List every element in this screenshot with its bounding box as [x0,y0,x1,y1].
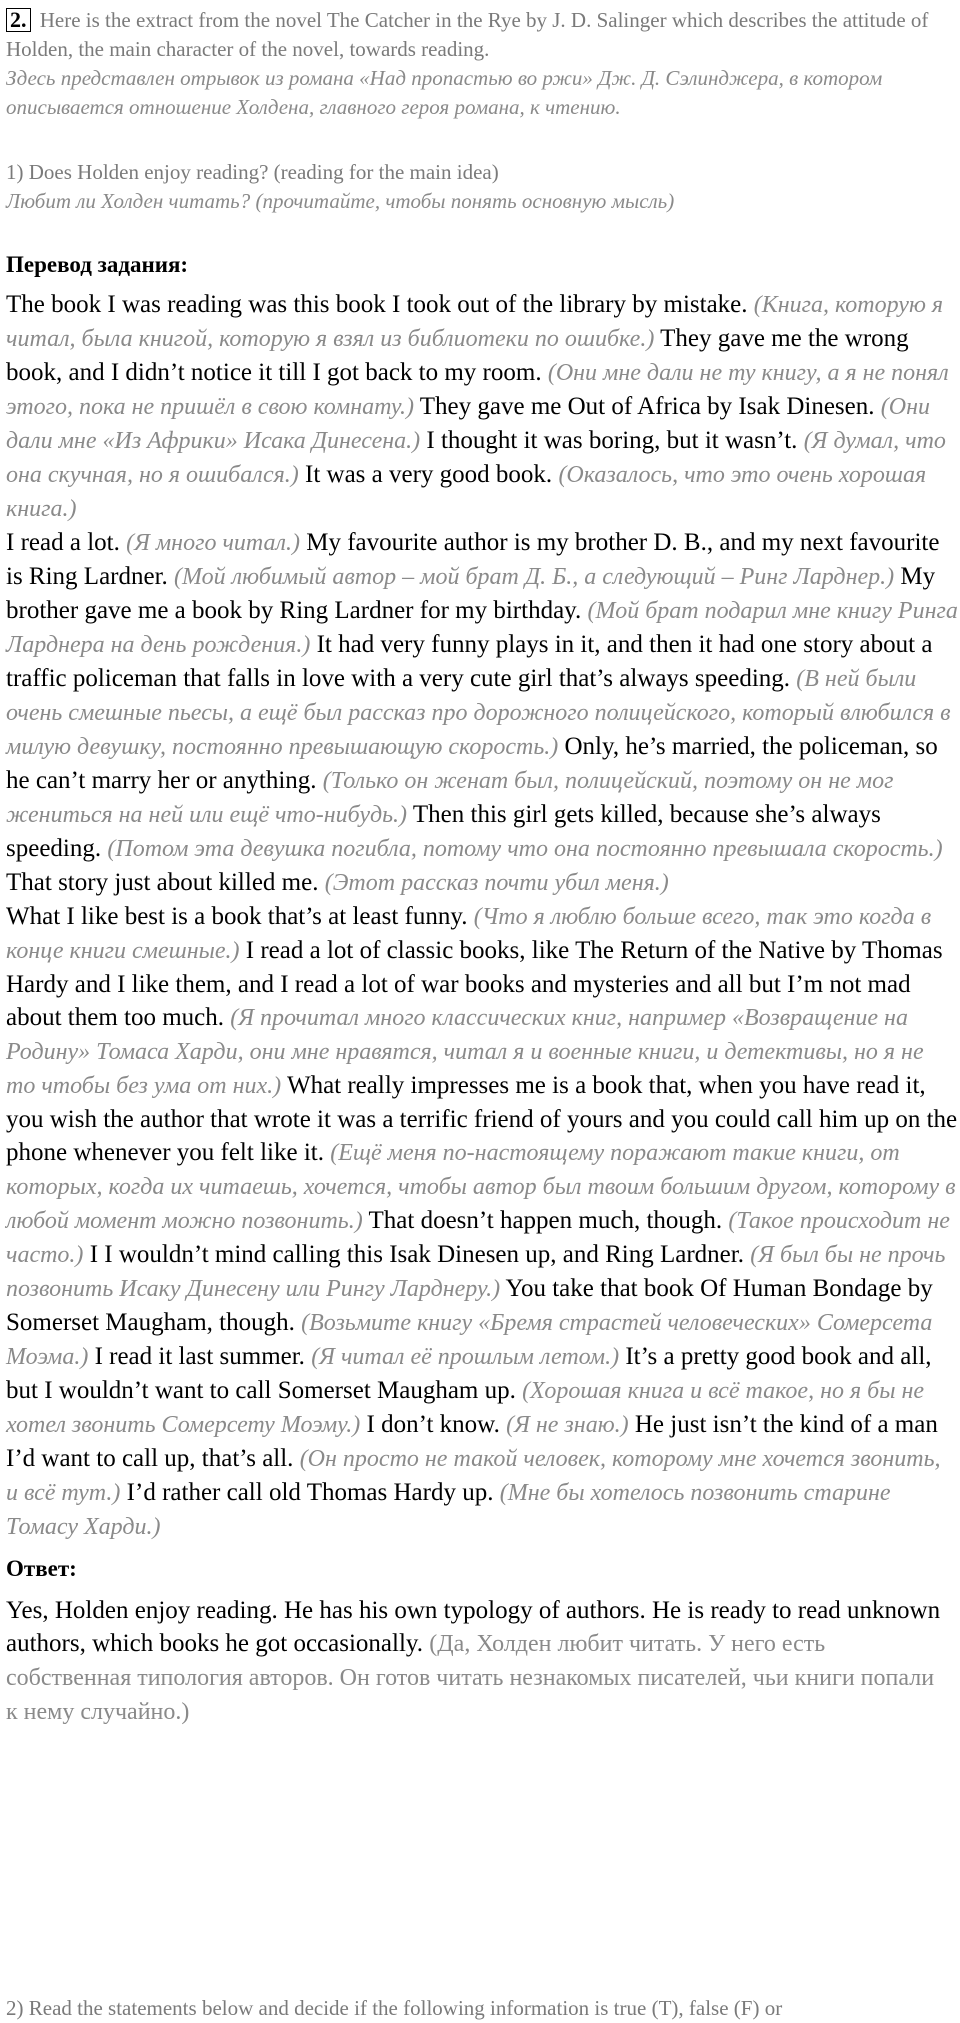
sentence-en: What really impresses me is a book that, when you have read it, you wish the author that wrote it was a terrific friend of yours and you could call him up on the phone whenever you felt like it. [6,1072,958,1166]
sentence-en: What I like best is a book that’s at least funny. [6,903,468,930]
sentence-ru: (Они мне дали не ту книгу, а я не понял этого, пока не пришёл в свою комнату.) [6,360,949,420]
sentence-en: You take that book Of Human Bondage by Somerset Maugham, though. [6,1275,933,1336]
sentence-en: He just isn’t the kind of a man I’d want to call up, that’s all. [6,1411,938,1472]
sentence-en: I I wouldn’t mind calling this Isak Dinesen up, and Ring Lardner. [89,1241,744,1268]
sentence-en: The book I was reading was this book I took out of the library by mistake. [6,291,748,318]
sentence-ru: (Я читал её прошлым летом.) [311,1344,620,1370]
answer-ru: (Да, Холден любит читать. У него есть собственная типология авторов. Он готов читать незнакомых писателей, чьи книги попали к нему случайно.) [6,1631,935,1725]
sentence-en: It was a very good book. [305,461,553,488]
sentence-ru: (Он просто не такой человек, которому мне хочется звонить, и всё тут.) [6,1446,941,1506]
sentence-ru: (Хорошая книга и всё такое, но я бы не хотел звонить Сомерсету Моэму.) [6,1378,925,1438]
answer-title: Ответ: [6,1556,77,1581]
sentence-ru: (Я думал, что она скучная, но я ошибался.) [6,428,946,488]
sentence-en: I’d rather call old Thomas Hardy up. [126,1479,494,1506]
sentence-ru: (Я много читал.) [126,530,300,556]
sentence-ru: (Они дали мне «Из Африки» Исака Динесена.) [6,394,930,454]
sentence-ru: (Только он женат был, полицейский, поэтому он не мог жениться на ней или ещё что-нибудь.) [6,768,894,828]
sentence-ru: (Книга, которую я читал, была книгой, которую я взял из библиотеки по ошибке.) [6,292,944,352]
sentence-en: That doesn’t happen much, though. [368,1207,723,1234]
sentence-ru: (Мне бы хотелось позвонить старине Томасу Харди.) [6,1480,891,1540]
sentence-ru: (Я был бы не прочь позвонить Исаку Динесену или Рингу Ларднеру.) [6,1242,946,1302]
sentence-en: Then this girl gets killed, because she’s always speeding. [6,801,881,862]
sentence-ru: (Такое происходит не часто.) [6,1208,950,1268]
sentence-en: Only, he’s married, the policeman, so he can’t marry her or anything. [6,733,938,794]
sentence-ru: (В ней были очень смешные пьесы, а ещё был рассказ про дорожного полицейского, который влюбился в милую девушку, постоянно превышающую скорость.) [6,666,951,760]
task-intro [6,6,950,122]
sentence-ru: (Что я люблю больше всего, так это когда в конце книги смешные.) [6,904,932,964]
sentence-ru: (Оказалось, что это очень хорошая книга.) [6,462,927,522]
sentence-en: I read it last summer. [94,1343,305,1370]
task-number: 2. [6,8,31,32]
task-intro-ru: Здесь представлен отрывок из романа «Над пропастью во ржи» Дж. Д. Сэлинджера, в котором описывается отношение Холдена, главного героя романа, к чтению. [6,66,883,119]
sentence-en: They gave me Out of Africa by Isak Dinesen. [419,393,875,420]
question-1-ru: Любит ли Холден читать? (прочитайте, чтобы понять основную мысль) [6,189,675,213]
sentence-en: That story just about killed me. [6,869,319,896]
sentence-en: My favourite author is my brother D. B., and my next favourite is Ring Lardner. [6,529,940,590]
sentence-ru: (Этот рассказ почти убил меня.) [324,870,669,896]
sentence-en: I read a lot. [6,529,120,556]
sentence-en: I thought it was boring, but it wasn’t. [426,427,798,454]
question-1 [6,158,960,216]
answer-en: Yes, Holden enjoy reading. He has his own typology of authors. He is ready to read unknown authors, which books he got occasionally. [6,1597,941,1657]
answer [6,1594,946,1729]
sentence-en: They gave me the wrong book, and I didn’t notice it till I got back to my room. [6,325,909,386]
passage [6,288,958,1544]
sentence-ru: (Я не знаю.) [506,1412,629,1438]
sentence-ru: (Мой любимый автор – мой брат Д. Б., а следующий – Ринг Ларднер.) [174,564,895,590]
task-intro-en: Here is the extract from the novel The Catcher in the Rye by J. D. Salinger which describes the attitude of Holden, the main character of the novel, towards reading. [6,8,929,61]
sentence-en: I read a lot of classic books, like The Return of the Native by Thomas Hardy and I like them, and I read a lot of war books and mysteries and all but I’m not mad about them too much. [6,937,943,1031]
sentence-ru: (Ещё меня по-настоящему поражают такие книги, от которых, когда их читаешь, хочется, чтобы автор был твоим большим другом, которому в любой момент можно позвонить.) [6,1140,956,1234]
sentence-en: It had very funny plays in it, and then it had one story about a traffic policeman that falls in love with a very cute girl that’s always speeding. [6,631,933,692]
sentence-en: I don’t know. [366,1411,500,1438]
question-1-en: 1) Does Holden enjoy reading? (reading for the main idea) [6,160,499,184]
sentence-ru: (Потом эта девушка погибла, потому что она постоянно превышала скорость.) [107,836,943,862]
translation-title: Перевод задания: [6,252,189,277]
sentence-ru: (Мой брат подарил мне книгу Ринга Ларднера на день рождения.) [6,598,958,658]
sentence-en: My brother gave me a book by Ring Lardner for my birthday. [6,563,936,624]
sentence-ru: (Я прочитал много классических книг, например «Возвращение на Родину» Томаса Харди, они мне нравятся, читал я и военные книги, и детективы, но я не то чтобы без ума от них.) [6,1005,924,1099]
question-2: 2) Read the statements below and decide if the following information is true (T), false (F) or [6,1996,783,2020]
sentence-en: It’s a pretty good book and all, but I wouldn’t want to call Somerset Maugham up. [6,1343,932,1404]
sentence-ru: (Возьмите книгу «Бремя страстей человеческих» Сомерсета Моэма.) [6,1310,933,1370]
